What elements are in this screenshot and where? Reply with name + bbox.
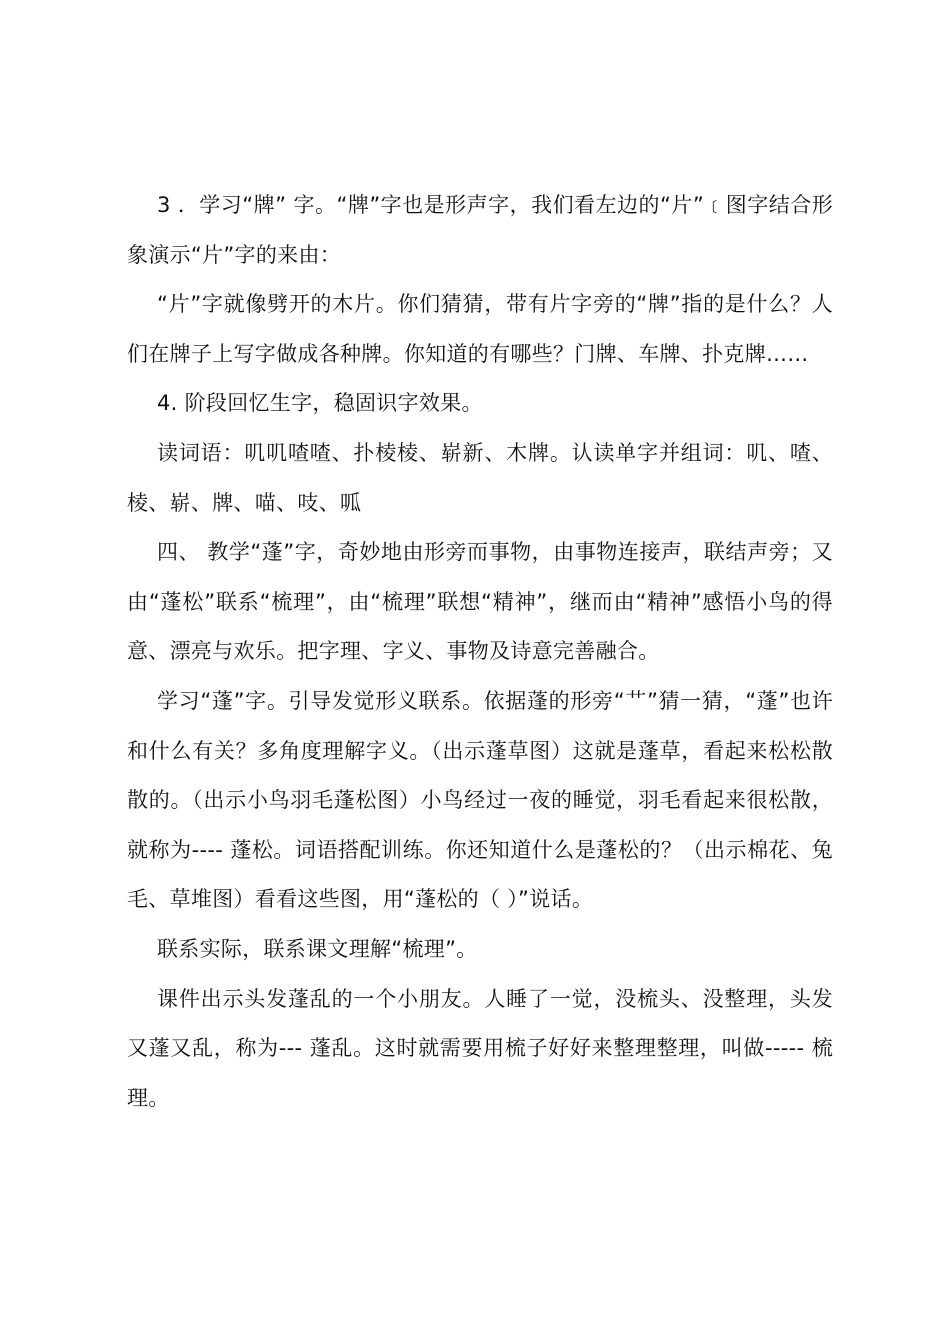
paragraph-learn-peng: 学习“蓬”字。引导发觉形义联系。依据蓬的形旁“艹”猜一猜，“蓬”也许和什么有关？多角度理解字义。（出示蓬草图）这就是蓬草，看起来松松散散的。（出示小鸟羽毛蓬松图）小鸟经过一夜的睡觉，羽毛看起来很松散，就称为---- 蓬松。词语搭配训练。你还知道什么是蓬松的？（出示棉花、兔毛、草堆图）看看这些图，用“蓬松的（ ）”说话。 bbox=[127, 688, 833, 912]
paragraph-pian-explanation: “片”字就像劈开的木片。你们猜猜，带有片字旁的“牌”指的是什么？人们在牌子上写字做成各种牌。你知道的有哪些？门牌、车牌、扑克牌…… bbox=[127, 292, 833, 366]
document-body bbox=[127, 181, 833, 1123]
paragraph-learn-pai: 3 ．学习“牌” 字。“牌”字也是形声字，我们看左边的“片”﹝图字结合形象演示“片”字的来由： bbox=[127, 193, 833, 267]
paragraph-section-four: 四、 教学“蓬”字，奇妙地由形旁而事物，由事物连接声，联结声旁；又由“蓬松”联系“梳理”，由“梳理”联想“精神”，继而由“精神”感悟小鸟的得意、漂亮与欢乐。把字理、字义、事物及诗意完善融合。 bbox=[127, 540, 833, 664]
paragraph-review-characters: 4. 阶段回忆生字，稳固识字效果。 bbox=[157, 391, 483, 416]
paragraph-read-words: 读词语：叽叽喳喳、扑棱棱、崭新、木牌。认读单字并组词：叽、喳、棱、崭、牌、喵、吱、呱 bbox=[127, 440, 833, 515]
paragraph-messy-hair: 课件出示头发蓬乱的一个小朋友。人睡了一觉，没梳头、没整理，头发又蓬又乱，称为--- 蓬乱。这时就需要用梳子好好来整理整理，叫做----- 梳理。 bbox=[127, 986, 833, 1110]
paragraph-understand-shuli: 联系实际，联系课文理解“梳理”。 bbox=[157, 936, 478, 961]
